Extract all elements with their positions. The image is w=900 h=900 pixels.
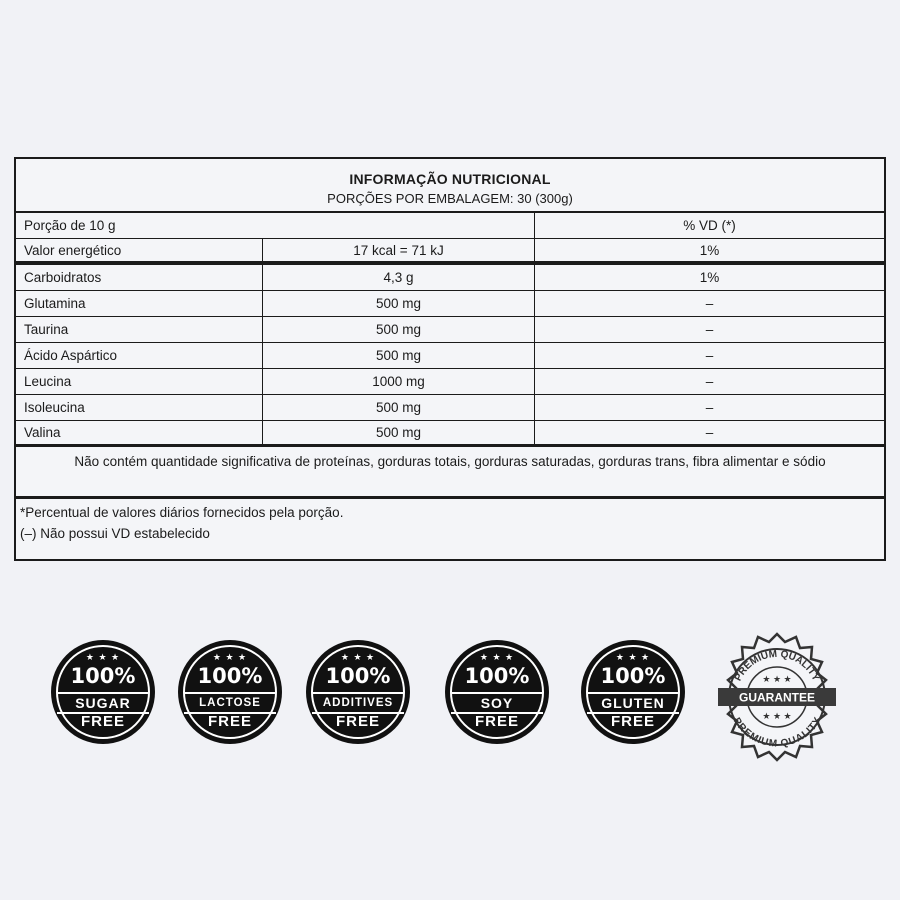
nutrient-name: Valor energético: [16, 239, 263, 261]
table-row: [16, 291, 884, 317]
vd-header: % VD (*): [683, 218, 736, 233]
badge-free: FREE: [335, 713, 380, 730]
table-subtitle: PORÇÕES POR EMBALAGEM: 30 (300g): [327, 191, 573, 206]
badge-label: ADDITIVES: [312, 692, 404, 714]
stars-icon: ★ ★ ★: [340, 652, 376, 662]
table-row: [16, 317, 884, 343]
nutrient-amount: 500 mg: [263, 421, 535, 444]
nutrient-name: Taurina: [16, 317, 263, 342]
badge-percent: 100%: [70, 664, 136, 688]
nutrient-amount: 500 mg: [263, 291, 535, 316]
nutrient-vd: 1%: [699, 242, 720, 258]
premium-quality-guarantee-seal: [712, 632, 842, 762]
nutrient-name: Ácido Aspártico: [16, 343, 263, 368]
nutrient-name: Carboidratos: [16, 265, 263, 290]
stars-icon: ★ ★ ★: [85, 652, 121, 662]
nutrient-name: Valina: [16, 421, 263, 444]
seal-stars-icon: ★ ★ ★: [762, 711, 792, 721]
footnote-no-vd: (–) Não possui VD estabelecido: [20, 526, 210, 541]
nutrient-vd: –: [705, 425, 714, 440]
footnote-vd: *Percentual de valores diários fornecidos pela porção.: [20, 505, 344, 520]
additives-free-badge: [306, 640, 410, 744]
portion-row: [16, 213, 884, 239]
seal-stars-icon: ★ ★ ★: [762, 674, 792, 684]
nutrient-vd: 1%: [699, 270, 720, 285]
table-header: [16, 159, 884, 213]
seal-bottom-text: PREMIUM QUALITY: [730, 715, 824, 750]
table-row: [16, 395, 884, 421]
sugar-free-badge: [51, 640, 155, 744]
nutrient-vd: –: [705, 296, 714, 311]
nutrient-vd: –: [705, 400, 714, 415]
badge-label: SOY: [451, 692, 543, 714]
footnotes: [16, 499, 884, 544]
table-row: [16, 421, 884, 447]
badge-percent: 100%: [600, 664, 666, 688]
nutrient-amount: 4,3 g: [263, 265, 535, 290]
badge-free: FREE: [474, 713, 519, 730]
badge-label: GLUTEN: [587, 692, 679, 714]
nutrient-vd: –: [705, 322, 714, 337]
table-title: INFORMAÇÃO NUTRICIONAL: [349, 171, 551, 187]
stars-icon: ★ ★ ★: [615, 652, 651, 662]
badge-percent: 100%: [197, 664, 263, 688]
badge-free: FREE: [80, 713, 125, 730]
badge-label: LACTOSE: [184, 692, 276, 714]
nutrient-name: Leucina: [16, 369, 263, 394]
not-contains-note: Não contém quantidade significativa de proteínas, gorduras totais, gorduras saturadas, gorduras trans, fibra alimentar e sódio: [16, 447, 884, 499]
nutrient-amount: 500 mg: [263, 317, 535, 342]
nutrient-vd: –: [705, 348, 714, 363]
badge-free: FREE: [207, 713, 252, 730]
badge-percent: 100%: [464, 664, 530, 688]
gluten-free-badge: [581, 640, 685, 744]
badge-percent: 100%: [325, 664, 391, 688]
stars-icon: ★ ★ ★: [212, 652, 248, 662]
nutrition-facts-table: [14, 157, 886, 561]
soy-free-badge: [445, 640, 549, 744]
lactose-free-badge: [178, 640, 282, 744]
badges-row: [0, 630, 900, 760]
nutrient-amount: 500 mg: [263, 395, 535, 420]
energy-row: [16, 239, 884, 265]
table-row: [16, 343, 884, 369]
nutrient-amount: 500 mg: [263, 343, 535, 368]
seal-top-text: PREMIUM QUALITY: [732, 648, 822, 683]
portion-label: Porção de 10 g: [16, 213, 535, 238]
badge-free: FREE: [610, 713, 655, 730]
table-row: [16, 265, 884, 291]
badge-label: SUGAR: [57, 692, 149, 714]
nutrient-amount: 17 kcal = 71 kJ: [263, 239, 535, 261]
table-row: [16, 369, 884, 395]
nutrient-amount: 1000 mg: [263, 369, 535, 394]
seal-center-text: GUARANTEE: [738, 690, 816, 705]
nutrient-name: Glutamina: [16, 291, 263, 316]
nutrient-name: Isoleucina: [16, 395, 263, 420]
nutrient-vd: –: [705, 374, 714, 389]
stars-icon: ★ ★ ★: [479, 652, 515, 662]
